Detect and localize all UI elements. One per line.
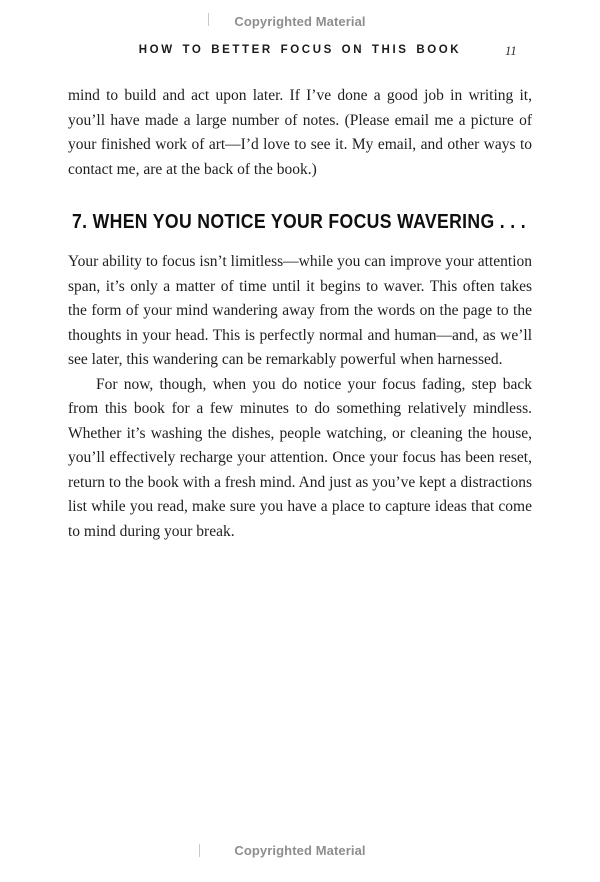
running-header: HOW TO BETTER FOCUS ON THIS BOOK <box>138 44 462 56</box>
section-heading <box>72 210 592 234</box>
copyright-notice-top: Copyrighted Material <box>234 14 366 29</box>
paragraph-for-now: For now, though, when you do notice your focus fading, step back from this book for a few minutes to do something relatively mindless. Whether it’s washing the dishes, people watching, or cleaning the house, you’ll effectively recharge your attention. Once your focus has been reset, return to the book with a fresh mind. And just as you’ve kept a distractions list while you read, make sure you have a place to capture ideas that come to mind during your break. <box>68 375 532 540</box>
page-number: 11 <box>505 44 517 58</box>
copyright-notice-bottom: Copyrighted Material <box>234 843 366 858</box>
section-heading-text: 7. WHEN YOU NOTICE YOUR FOCUS WAVERING . . . <box>72 210 526 233</box>
paragraph-focus-wavering: Your ability to focus isn’t limitless—while you can improve your attention span, it’s only a matter of time until it begins to waver. This often takes the form of your mind wandering away from the words on the page to the thoughts in your head. This is perfectly normal and human—and, as we’ll see later, this wandering can be remarkably powerful when harnessed. <box>68 253 532 368</box>
paragraph-opening-continuation: mind to build and act upon later. If I’ve done a good job in writing it, you’ll have made a large number of notes. (Please email me a picture of your finished work of art—I’d love to see it. My email, and other ways to contact me, are at the back of the book.) <box>68 87 532 178</box>
body-text-block <box>68 250 532 544</box>
page-edge-mark-top <box>208 13 209 26</box>
